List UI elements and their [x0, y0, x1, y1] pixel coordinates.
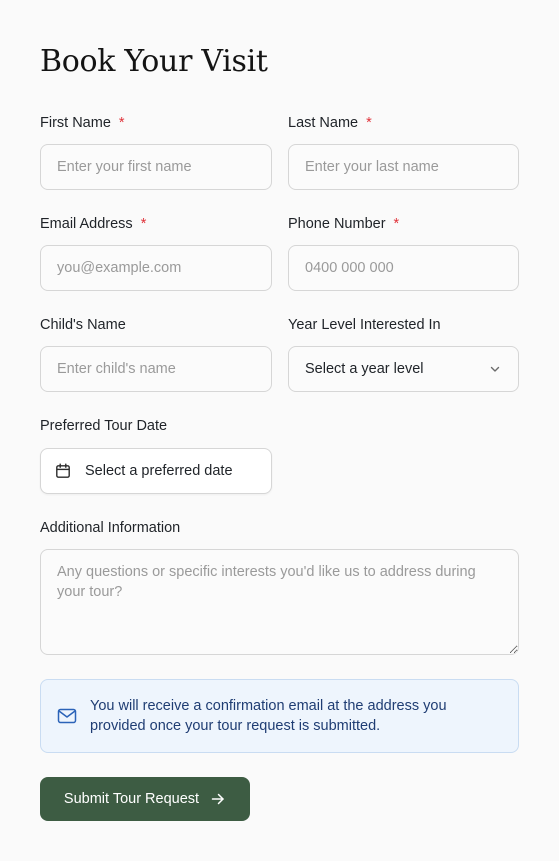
email-field — [40, 216, 272, 291]
page-title: Book Your Visit — [40, 44, 268, 79]
arrow-right-icon — [210, 791, 226, 807]
notice-text: You will receive a confirmation email at the address you provided once your tour request is submitted. — [90, 698, 447, 734]
chevron-down-icon — [488, 362, 502, 376]
year-level-label: Year Level Interested In — [288, 317, 441, 333]
child-name-field — [40, 317, 272, 392]
required-marker: * — [366, 115, 372, 131]
tour-date-picker[interactable] — [40, 448, 272, 494]
email-label: Email Address * — [40, 216, 147, 232]
tour-date-value: Select a preferred date — [85, 463, 233, 479]
tour-date-label: Preferred Tour Date — [40, 418, 168, 434]
email-input[interactable] — [40, 245, 272, 291]
confirmation-notice — [40, 679, 519, 753]
last-name-input[interactable] — [288, 144, 519, 190]
first-name-label: First Name * — [40, 115, 125, 131]
mail-icon — [57, 707, 77, 725]
submit-tour-request-button[interactable] — [40, 777, 250, 821]
additional-info-field — [40, 520, 519, 655]
last-name-field — [288, 115, 520, 190]
additional-info-label: Additional Information — [40, 520, 181, 536]
required-marker: * — [118, 115, 125, 131]
submit-label: Submit Tour Request — [63, 791, 200, 807]
phone-input[interactable] — [288, 245, 519, 291]
additional-info-textarea[interactable] — [40, 549, 519, 655]
tour-date-field — [40, 418, 272, 494]
required-marker: * — [393, 216, 400, 232]
first-name-input[interactable] — [40, 144, 272, 190]
year-level-value: Select a year level — [305, 361, 424, 377]
phone-field — [288, 216, 520, 291]
first-name-field — [40, 115, 272, 190]
child-name-input[interactable] — [40, 346, 272, 392]
last-name-label: Last Name * — [288, 115, 372, 131]
calendar-icon — [55, 463, 71, 479]
phone-label: Phone Number * — [288, 216, 400, 232]
year-level-field — [288, 317, 520, 392]
year-level-select[interactable] — [288, 346, 519, 392]
required-marker: * — [140, 216, 147, 232]
child-name-label: Child's Name — [40, 317, 126, 333]
